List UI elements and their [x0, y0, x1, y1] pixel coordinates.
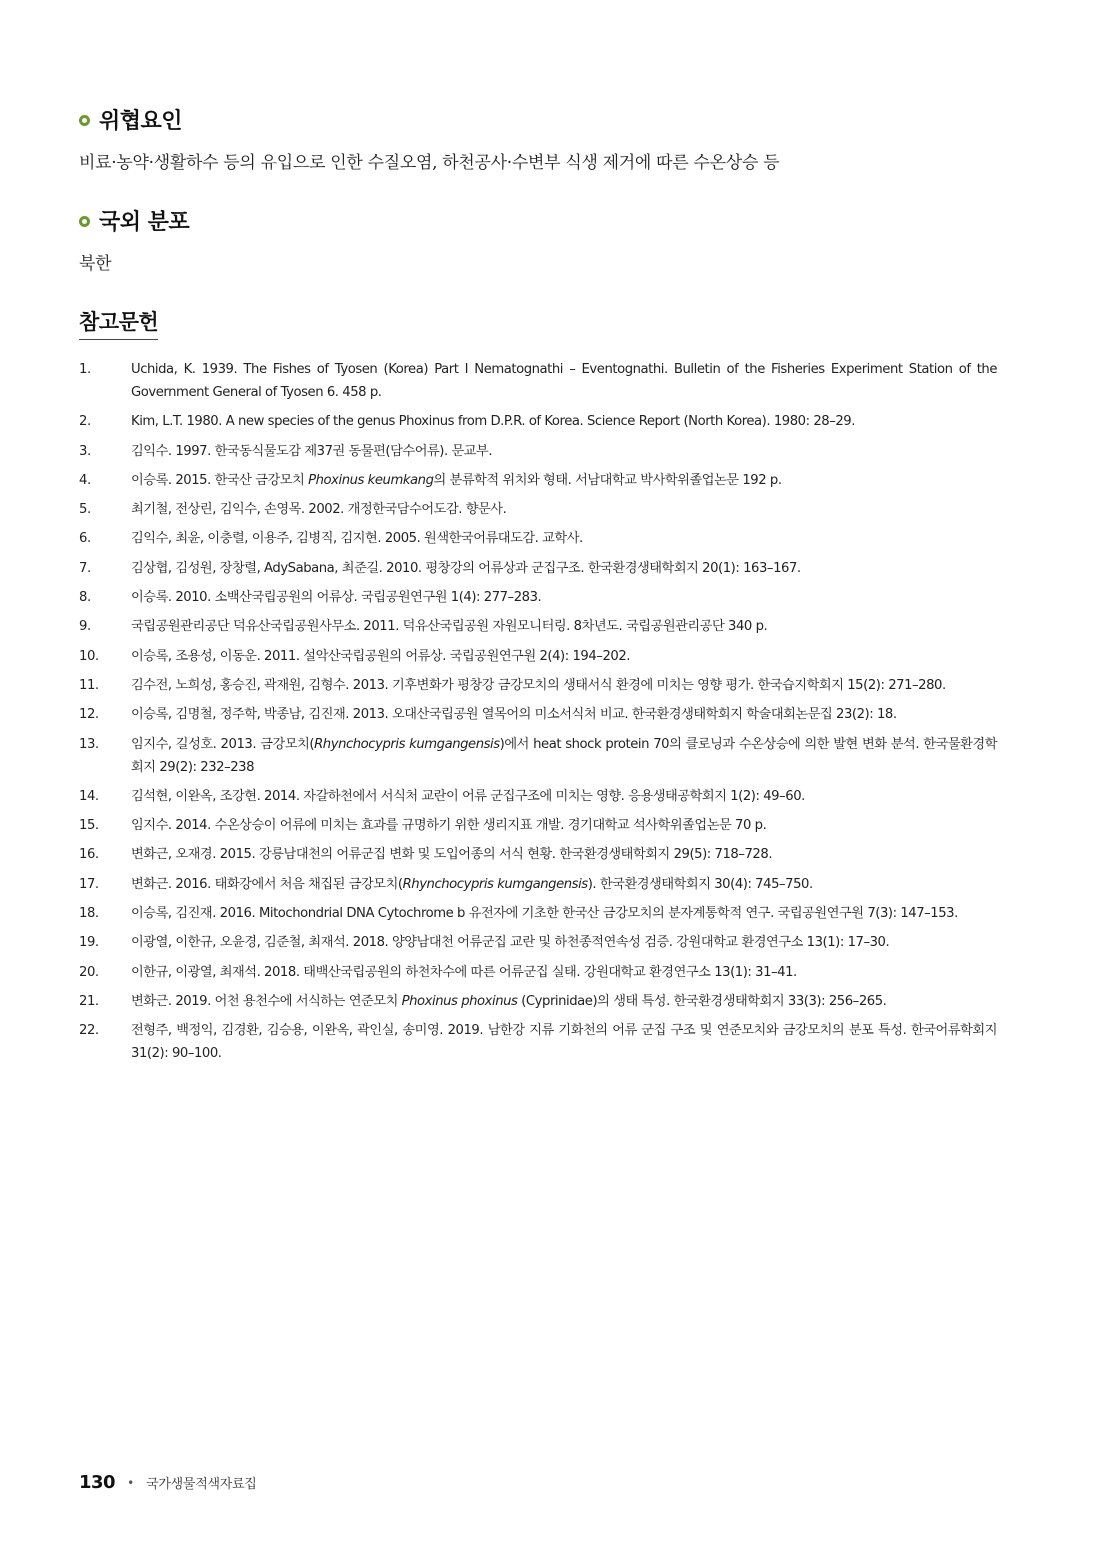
reference-number: 9. — [79, 619, 91, 635]
footer-separator: • — [127, 1475, 135, 1490]
threats-heading: 위협요인 — [99, 109, 183, 134]
reference-item — [79, 615, 997, 638]
distribution-text: 북한 — [79, 254, 112, 274]
reference-number: 8. — [79, 590, 91, 606]
reference-number: 16. — [79, 847, 99, 863]
reference-text: 이광열, 이한규, 오윤경, 김준철, 최재석. 2018. 양양남대천 어류군집 교란 및 하천종적연속성 검증. 강원대학교 환경연구소 13(1): 17–30. — [131, 935, 890, 951]
reference-text: 김상협, 김성원, 장창렬, AdySabana, 최준길. 2010. 평창강의 어류상과 군집구조. 한국환경생태학회지 20(1): 163–167. — [131, 560, 801, 576]
reference-text — [131, 873, 997, 896]
reference-item — [79, 440, 997, 463]
reference-item — [79, 358, 997, 404]
reference-text — [131, 733, 997, 779]
reference-number: 15. — [79, 818, 99, 834]
section-heading — [79, 205, 1019, 236]
reference-number: 11. — [79, 677, 99, 693]
reference-text: 최기철, 전상린, 김익수, 손영목. 2002. 개정한국담수어도감. 향문사. — [131, 502, 507, 518]
reference-text: 전형주, 백정익, 김경환, 김승용, 이완옥, 곽인실, 송미영. 2019. 남한강 지류 기화천의 어류 군집 구조 및 연준모치와 금강모치의 분포 특성. 한국어류학회지 31(2): 90–100. — [131, 1023, 997, 1062]
reference-text-part: ). 한국환경생태학회지 30(4): 745–750. — [587, 876, 813, 892]
reference-text-part: 변화근. 2016. 태화강에서 처음 채집된 금강모치( — [131, 876, 403, 892]
references-list — [79, 358, 997, 1072]
reference-number: 13. — [79, 736, 99, 752]
reference-item — [79, 990, 997, 1013]
reference-text — [131, 469, 997, 492]
reference-text: 김석현, 이완옥, 조강현. 2014. 자갈하천에서 서식처 교란이 어류 군집구조에 미치는 영향. 응용생태공학회지 1(2): 49–60. — [131, 788, 805, 804]
reference-text: Kim, L.T. 1980. A new species of the genus Phoxinus from D.P.R. of Korea. Science Report (North Korea). 1980: 28–29. — [131, 414, 855, 430]
reference-text: 이승록. 2010. 소백산국립공원의 어류상. 국립공원연구원 1(4): 277–283. — [131, 590, 542, 606]
reference-item — [79, 873, 997, 896]
reference-text-part: 의 분류학적 위치와 형태. 서남대학교 박사학위졸업논문 192 p. — [433, 472, 782, 488]
reference-text: Uchida, K. 1939. The Fishes of Tyosen (Korea) Part I Nematognathi – Eventognathi. Bulletin of the Fisheries Experiment Station of the Government General of Tyosen 6. 458 p. — [131, 362, 997, 400]
reference-text: 김익수, 최윤, 이충렬, 이용주, 김병직, 김지현. 2005. 원색한국어류대도감. 교학사. — [131, 531, 583, 547]
reference-item — [79, 557, 997, 580]
reference-number: 19. — [79, 935, 99, 951]
reference-item — [79, 902, 997, 925]
reference-item — [79, 586, 997, 609]
reference-text-part: 변화근. 2019. 어천 용천수에 서식하는 연준모치 — [131, 993, 402, 1009]
reference-text: 김익수. 1997. 한국동식물도감 제37권 동물편(담수어류). 문교부. — [131, 443, 493, 459]
reference-number: 6. — [79, 531, 91, 547]
page-footer — [79, 1472, 256, 1493]
reference-text — [131, 990, 997, 1013]
reference-item — [79, 814, 997, 837]
reference-text: 이승록, 조용성, 이동운. 2011. 설악산국립공원의 어류상. 국립공원연구원 2(4): 194–202. — [131, 648, 631, 664]
reference-text: 국립공원관리공단 덕유산국립공원사무소. 2011. 덕유산국립공원 자원모니터링. 8차년도. 국립공원관리공단 340 p. — [131, 619, 768, 635]
publication-title: 국가생물적색자료집 — [146, 1477, 257, 1492]
reference-item — [79, 469, 997, 492]
reference-item — [79, 733, 997, 779]
reference-text-part: 임지수, 길성호. 2013. 금강모치( — [131, 736, 315, 752]
references-title: 참고문헌 — [79, 306, 158, 340]
circle-bullet-icon — [79, 216, 90, 227]
reference-text-part: )에서 heat shock protein 70의 클로닝과 수온상승에 의한 발현 변화 분석. 한국물환경학회지 29(2): 232–238 — [131, 736, 997, 775]
reference-number: 2. — [79, 414, 91, 430]
reference-item — [79, 843, 997, 866]
reference-text: 이한규, 이광열, 최재석. 2018. 태백산국립공원의 하천차수에 따른 어류군집 실태. 강원대학교 환경연구소 13(1): 31–41. — [131, 964, 797, 980]
reference-number: 18. — [79, 906, 99, 922]
page-number: 130 — [79, 1472, 116, 1493]
overseas-distribution-section — [79, 205, 1019, 274]
reference-number: 22. — [79, 1023, 99, 1039]
reference-item — [79, 961, 997, 984]
threats-text: 비료·농약·생활하수 등의 유입으로 인한 수질오염, 하천공사·수변부 식생 제거에 따른 수온상승 등 — [79, 153, 780, 173]
reference-text: 이승록, 김명철, 정주학, 박종남, 김진재. 2013. 오대산국립공원 열목어의 미소서식처 비교. 한국환경생태학회지 학술대회논문집 23(2): 18. — [131, 707, 897, 723]
reference-text: 이승록, 김진재. 2016. Mitochondrial DNA Cytochrome b 유전자에 기초한 한국산 금강모치의 분자계통학적 연구. 국립공원연구원 7(3): 147–153. — [131, 906, 958, 922]
section-heading — [79, 104, 1019, 135]
threats-section — [79, 104, 1019, 173]
circle-bullet-icon — [79, 115, 90, 126]
reference-number: 3. — [79, 443, 91, 459]
reference-number: 7. — [79, 560, 91, 576]
reference-item — [79, 703, 997, 726]
reference-item — [79, 527, 997, 550]
reference-item — [79, 410, 997, 433]
reference-text: 임지수. 2014. 수온상승이 어류에 미치는 효과를 규명하기 위한 생리지표 개발. 경기대학교 석사학위졸업논문 70 p. — [131, 818, 767, 834]
reference-number: 17. — [79, 876, 99, 892]
species-name: Phoxinus keumkang — [308, 472, 434, 488]
reference-number: 21. — [79, 993, 99, 1009]
reference-item — [79, 1019, 997, 1065]
species-name: Rhynchocypris kumgangensis — [402, 876, 588, 892]
reference-item — [79, 674, 997, 697]
reference-number: 1. — [79, 362, 91, 377]
reference-item — [79, 498, 997, 521]
distribution-heading: 국외 분포 — [99, 210, 190, 235]
species-name: Phoxinus phoxinus — [401, 993, 518, 1009]
reference-number: 14. — [79, 788, 99, 804]
reference-number: 12. — [79, 707, 99, 723]
reference-item — [79, 931, 997, 954]
reference-number: 20. — [79, 964, 99, 980]
species-name: Rhynchocypris kumgangensis — [314, 736, 500, 752]
reference-number: 5. — [79, 502, 91, 518]
reference-text-part: 이승록. 2015. 한국산 금강모치 — [131, 472, 309, 488]
reference-item — [79, 785, 997, 808]
reference-text-part: (Cyprinidae)의 생태 특성. 한국환경생태학회지 33(3): 256–265. — [517, 993, 887, 1009]
reference-text: 변화근, 오재경. 2015. 강릉남대천의 어류군집 변화 및 도입어종의 서식 현황. 한국환경생태학회지 29(5): 718–728. — [131, 847, 773, 863]
reference-text: 김수전, 노희성, 홍승진, 곽재원, 김형수. 2013. 기후변화가 평창강 금강모치의 생태서식 환경에 미치는 영향 평가. 한국습지학회지 15(2): 271–280. — [131, 677, 946, 693]
reference-number: 10. — [79, 648, 99, 664]
reference-number: 4. — [79, 472, 91, 488]
reference-item — [79, 645, 997, 668]
